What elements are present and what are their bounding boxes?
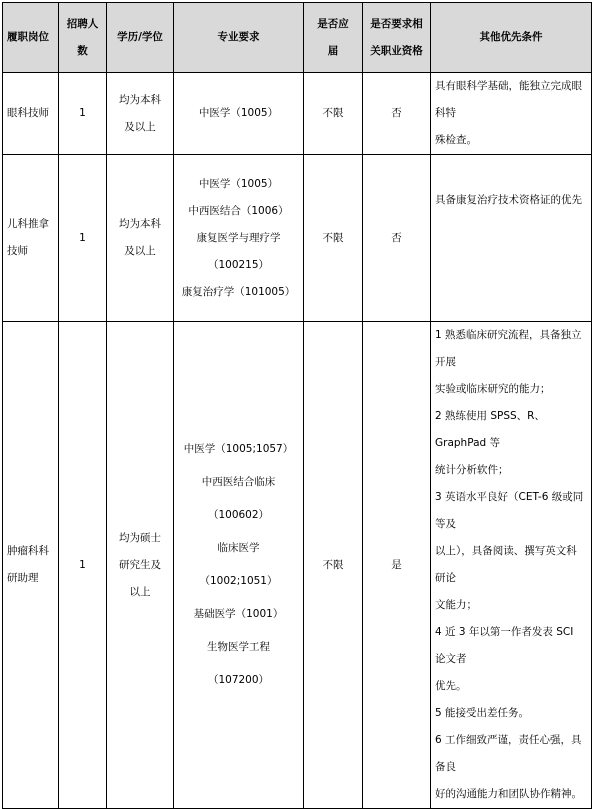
header-major: 专业要求	[174, 3, 304, 73]
cell-qualification: 是	[363, 322, 431, 809]
header-education: 学历/学位	[107, 3, 174, 73]
cell-education: 均为本科 及以上	[107, 155, 174, 322]
cell-count: 1	[59, 155, 107, 322]
cell-other: 1 熟悉临床研究流程，具备独立开展 实验或临床研究的能力； 2 熟练使用 SPSS、R、GraphPad 等 统计分析软件； 3 英语水平良好（CET-6 级或同等及 以上），具备阅读、撰写英文科研论 文能力； 4 近 3 年以第一作者发表 SCI 论文者 优先。 5 能接受出差任务。 6 工作细致严谨，责任心强，具备良 好的沟通能力和团队协作精神。	[431, 322, 592, 809]
header-other: 其他优先条件	[431, 3, 592, 73]
header-qualification: 是否要求相 关职业资格	[363, 3, 431, 73]
table-row	[3, 155, 592, 322]
header-row	[3, 3, 592, 73]
cell-fresh-grad: 不限	[304, 155, 363, 322]
cell-qualification: 否	[363, 73, 431, 155]
header-fresh-grad: 是否应 届	[304, 3, 363, 73]
table-row	[3, 322, 592, 809]
cell-other: 具有眼科学基础，能独立完成眼科特 殊检查。	[431, 73, 592, 155]
recruitment-table	[2, 2, 592, 809]
header-position: 履职岗位	[3, 3, 59, 73]
header-count: 招聘人 数	[59, 3, 107, 73]
cell-major: 中医学（1005） 中西医结合（1006） 康复医学与理疗学 （100215） 康复治疗学（101005）	[174, 155, 304, 322]
table-row	[3, 73, 592, 155]
cell-fresh-grad: 不限	[304, 322, 363, 809]
cell-fresh-grad: 不限	[304, 73, 363, 155]
cell-count: 1	[59, 73, 107, 155]
cell-position: 肿瘤科科 研助理	[3, 322, 59, 809]
cell-major: 中医学（1005;1057） 中西医结合临床 （100602） 临床医学 （1002;1051） 基础医学（1001） 生物医学工程 （107200）	[174, 322, 304, 809]
cell-position: 眼科技师	[3, 73, 59, 155]
cell-qualification: 否	[363, 155, 431, 322]
cell-position: 儿科推拿 技师	[3, 155, 59, 322]
cell-count: 1	[59, 322, 107, 809]
cell-education: 均为本科 及以上	[107, 73, 174, 155]
cell-major: 中医学（1005）	[174, 73, 304, 155]
cell-other: 具备康复治疗技术资格证的优先	[431, 155, 592, 322]
cell-education: 均为硕士 研究生及 以上	[107, 322, 174, 809]
